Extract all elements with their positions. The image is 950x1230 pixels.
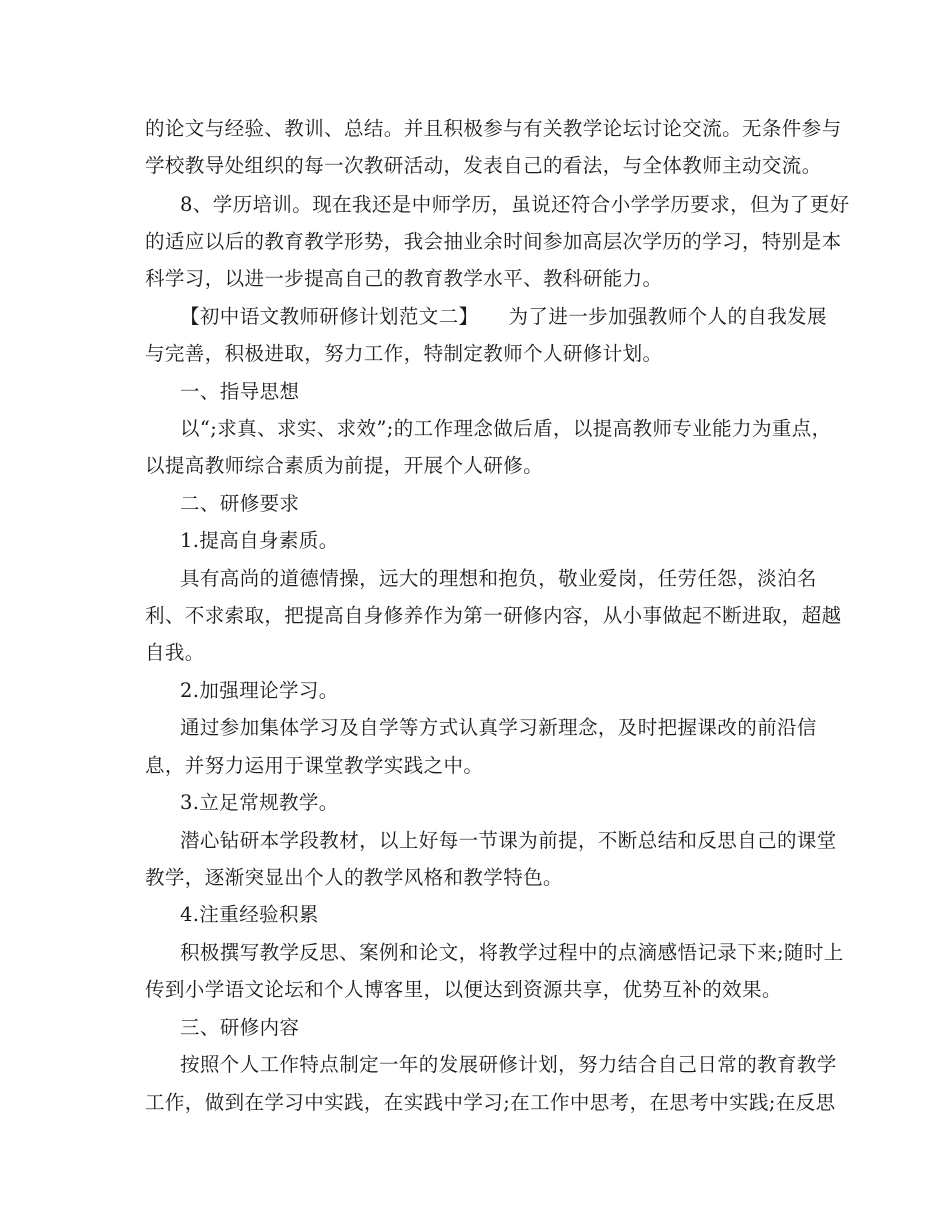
subsection-heading: 3.立足常规教学。	[180, 791, 339, 814]
text-line: 学校教导处组织的每一次教研活动，发表自己的看法，与全体教师主动交流。	[145, 154, 822, 177]
section-heading: 二、研修要求	[180, 492, 300, 515]
text-line: 的适应以后的教育教学形势，我会抽业余时间参加高层次学历的学习，特别是本	[145, 230, 842, 253]
section-heading: 三、研修内容	[180, 1016, 300, 1039]
text-line: 教学，逐渐突显出个人的教学风格和教学特色。	[145, 866, 563, 889]
text-line: 通过参加集体学习及自学等方式认真学习新理念，及时把握课改的前沿信	[180, 716, 817, 739]
text-line: 自我。	[145, 641, 205, 664]
text-line: 【初中语文教师研修计划范文二】 为了进一步加强教师个人的自我发展	[180, 305, 827, 328]
subsection-heading: 4.注重经验积累	[180, 903, 319, 926]
text-line: 潜心钻研本学段教材，以上好每一节课为前提，不断总结和反思自己的课堂	[180, 829, 837, 852]
text-line: 传到小学语文论坛和个人博客里，以便达到资源共享，优势互补的效果。	[145, 978, 782, 1001]
text-line: 以提高教师综合素质为前提，开展个人研修。	[145, 454, 544, 477]
text-line: 积极撰写教学反思、案例和论文，将教学过程中的点滴感悟记录下来;随时上	[180, 941, 844, 964]
text-line: 息，并努力运用于课堂教学实践之中。	[145, 754, 484, 777]
text-line: 8、学历培训。现在我还是中师学历，虽说还符合小学学历要求，但为了更好	[180, 193, 850, 216]
subsection-heading: 1.提高自身素质。	[180, 529, 339, 552]
text-line: 具有高尚的道德情操，远大的理想和抱负，敬业爱岗，任劳任怨，淡泊名	[180, 567, 817, 590]
subsection-heading: 2.加强理论学习。	[180, 679, 339, 702]
section-heading: 一、指导思想	[180, 380, 300, 403]
text-line: 利、不求索取，把提高自身修养作为第一研修内容，从小事做起不断进取，超越	[145, 604, 842, 627]
text-line: 以“;求真、求实、求效”;的工作理念做后盾，以提高教师专业能力为重点，	[180, 417, 832, 440]
text-line: 的论文与经验、教训、总结。并且积极参与有关教学论坛讨论交流。无条件参与	[145, 117, 842, 140]
text-line: 科学习，以进一步提高自己的教育教学水平、教科研能力。	[145, 267, 663, 290]
text-line: 工作，做到在学习中实践，在实践中学习;在工作中思考，在思考中实践;在反思	[145, 1091, 836, 1114]
text-line: 按照个人工作特点制定一年的发展研修计划，努力结合自己日常的教育教学	[180, 1053, 837, 1076]
text-line: 与完善，积极进取，努力工作，特制定教师个人研修计划。	[145, 342, 663, 365]
